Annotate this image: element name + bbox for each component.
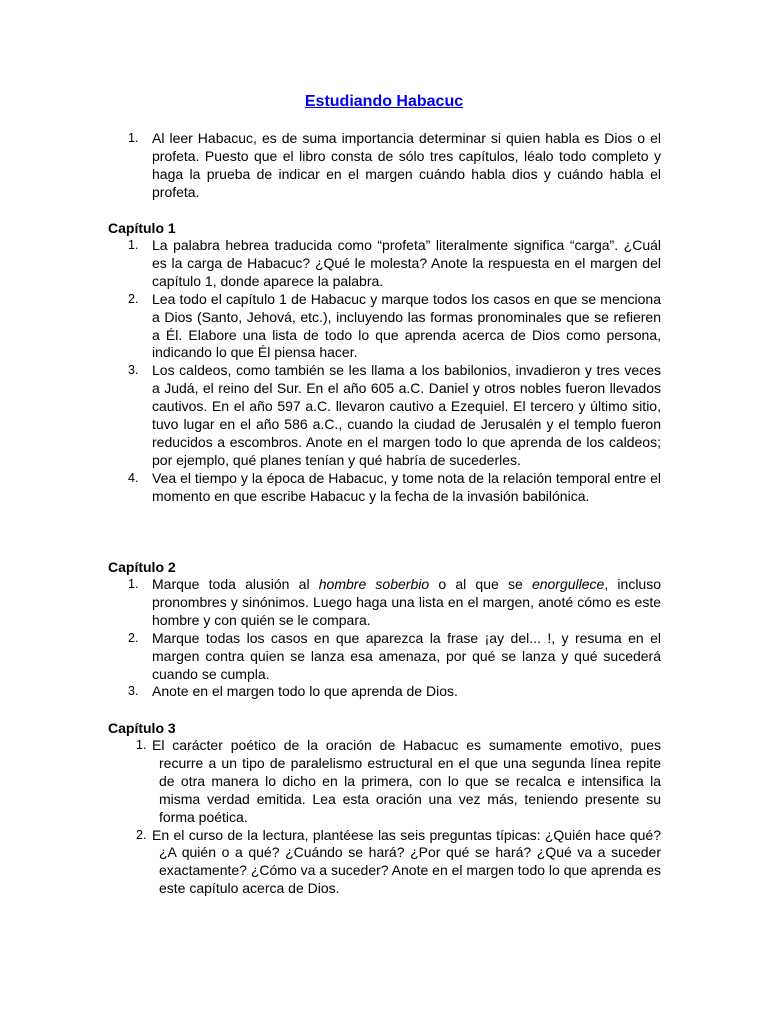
list-item	[108, 576, 661, 630]
chapter-2-section	[108, 558, 661, 701]
list-number: 1.	[128, 131, 139, 145]
list-number: 2.	[128, 630, 139, 645]
list-item	[108, 630, 661, 684]
chapter-1-heading: Capítulo 1	[108, 220, 176, 236]
chapter-1-section	[108, 219, 661, 506]
list-item-text: Al leer Habacuc, es de suma importancia determinar si quien habla es Dios o el profeta. Puesto que el libro consta de sólo tres capítulos, léalo todo completo y haga la prueba de indicar en el margen cuándo habla dios y cuándo habla el profeta.	[152, 130, 661, 200]
emphasis-enorgullece: enorgullece	[531, 576, 605, 592]
list-item-text: Anote en el margen todo lo que aprenda de Dios.	[152, 683, 458, 700]
title-link[interactable]: Estudiando Habacuc	[304, 93, 464, 110]
list-number: 1.	[136, 738, 147, 752]
list-number: 1.	[128, 577, 139, 591]
list-item-text-part: o al que se	[429, 576, 532, 592]
list-item	[108, 737, 661, 827]
list-number: 4.	[128, 470, 139, 485]
list-item	[108, 291, 661, 363]
list-item-text-part: , incluso pronombres y sinónimos. Luego haga una lista en el margen, anoté cómo es este hombre y con quién se le compara.	[152, 576, 662, 628]
intro-list	[108, 130, 661, 202]
list-item	[108, 827, 661, 899]
list-item-text: Marque todas los casos en que aparezca la frase ¡ay del... !, y resuma en el margen contra quien se lanza esa amenaza, por qué se lanza y qué sucederá cuando se cumpla.	[152, 629, 661, 682]
list-item	[108, 683, 661, 701]
list-item-text: Lea todo el capítulo 1 de Habacuc y marque todos los casos en que se menciona a Dios (Santo, Jehová, etc.), incluyendo las formas pronominales que se refieren a Él. Elabore una lista de todo lo que aprenda acerca de Dios como persona, indicando lo que Él piensa hacer.	[152, 290, 661, 361]
list-item	[108, 470, 661, 506]
chapter-3-section	[108, 719, 661, 898]
list-number: 2.	[128, 291, 139, 306]
list-item	[108, 237, 661, 291]
chapter-3-list	[108, 737, 661, 898]
list-number: 1.	[128, 238, 139, 252]
list-item	[108, 130, 661, 202]
list-item-text-part: Marque toda alusión al	[152, 576, 319, 592]
chapter-2-list	[108, 576, 661, 701]
list-number: 3.	[128, 684, 139, 699]
document-title	[0, 92, 768, 112]
list-number: 3.	[128, 363, 139, 378]
list-number: 2.	[136, 827, 147, 842]
list-item-text: La palabra hebrea traducida como “profeta” literalmente significa “carga”. ¿Cuál es la carga de Habacuc? ¿Qué le molesta? Anote la respuesta en el margen del capítulo 1, donde aparece la palabra.	[152, 237, 661, 289]
list-item-text: Vea el tiempo y la época de Habacuc, y tome nota de la relación temporal entre el momento en que escribe Habacuc y la fecha de la invasión babilónica.	[152, 469, 661, 504]
emphasis-hombre-soberbio: hombre soberbio	[318, 576, 430, 592]
chapter-1-list	[108, 237, 661, 506]
list-item-text: En el curso de la lectura, plantéese las seis preguntas típicas: ¿Quién hace qué? ¿A quién o a qué? ¿Cuándo se hará? ¿Por qué se hará? ¿Qué va a suceder exactamente? ¿Cómo va a suceder? Anote en el margen todo lo que aprenda es este capítulo acerca de Dios.	[152, 826, 661, 897]
chapter-3-heading: Capítulo 3	[108, 720, 176, 736]
chapter-2-heading: Capítulo 2	[108, 559, 176, 575]
intro-section	[108, 130, 661, 202]
list-item-text: Los caldeos, como también se les llama a los babilonios, invadieron y tres veces a Judá, el reino del Sur. En el año 605 a.C. Daniel y otros nobles fueron llevados cautivos. En el año 597 a.C. llevaron cautivo a Ezequiel. El tercero y último sitio, tuvo lugar en el año 586 a.C., cuando la ciudad de Jerusalén y el templo fueron reducidos a escombros. Anote en el margen todo lo que aprenda de los caldeos; por ejemplo, qué planes tenían y qué habría de sucederles.	[152, 362, 661, 468]
list-item	[108, 362, 661, 469]
list-item-text: El carácter poético de la oración de Habacuc es sumamente emotivo, pues recurre a un tipo de paralelismo estructural en el que una segunda línea repite de otra manera lo dicho en la primera, con lo que se recalca e intensifica la misma verdad emitida. Lea esta oración una vez más, teniendo presente su forma poética.	[152, 737, 661, 825]
